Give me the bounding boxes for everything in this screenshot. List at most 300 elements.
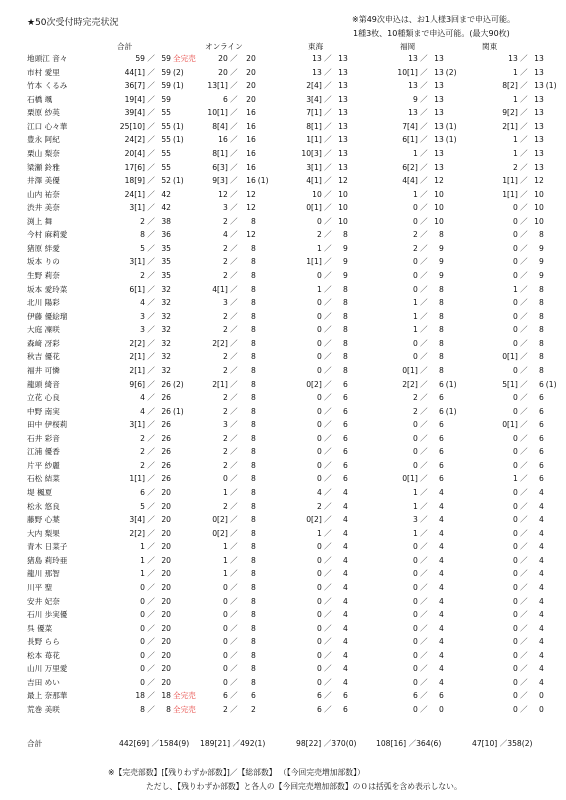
member-name: 大内 梨果	[27, 528, 60, 538]
sold-count: 5	[140, 243, 145, 253]
total-count: 12	[434, 176, 444, 186]
member-name: 堤 楓夏	[27, 488, 53, 497]
cell-online	[196, 635, 284, 649]
sold-count: 1	[140, 555, 145, 565]
sold-count: 0	[412, 623, 418, 633]
sold-count: 0	[512, 447, 518, 457]
slash: ／	[519, 650, 528, 660]
cell-tokai	[284, 269, 366, 283]
slash: ／	[323, 555, 332, 565]
sold-count: 10[1]	[397, 67, 418, 77]
cell-total	[109, 337, 196, 351]
cell-total	[109, 201, 196, 215]
total-count: 13	[434, 121, 444, 131]
total-count: 20	[161, 555, 171, 565]
slash: ／	[519, 542, 528, 552]
total-count: 8	[342, 365, 348, 375]
total-count: 4	[538, 650, 544, 660]
slash: ／	[419, 542, 428, 552]
total-count: 8	[250, 488, 256, 497]
table-row	[27, 432, 557, 446]
sold-count: 0[1]	[502, 420, 518, 430]
slash: ／	[519, 216, 528, 226]
sold-count: 12	[218, 189, 228, 199]
slash: ／	[323, 298, 332, 308]
slash: ／	[147, 284, 155, 294]
cell-kanto	[464, 635, 557, 649]
slash: ／	[147, 298, 155, 308]
slash: ／	[323, 447, 332, 457]
slash: ／	[147, 623, 155, 633]
sold-count: 1	[512, 135, 518, 145]
member-name: 豊永 阿紀	[27, 135, 60, 145]
cell-fukuoka	[366, 649, 464, 663]
total-count: 42	[161, 203, 171, 213]
sold-count: 2	[140, 460, 145, 470]
table-row	[27, 364, 557, 378]
cell-online	[196, 445, 284, 459]
sold-count: 20[4]	[124, 148, 145, 158]
sold-count: 25[10]	[119, 121, 145, 131]
slash: ／	[419, 135, 428, 145]
slash: ／	[229, 284, 238, 294]
slash: ／	[229, 121, 238, 131]
total-count: 6	[438, 691, 444, 701]
cell-total	[109, 323, 196, 337]
sold-count: 6	[222, 94, 228, 104]
cell-total	[109, 161, 196, 175]
cell-total	[109, 350, 196, 364]
cell-kanto	[464, 622, 557, 636]
cell-total	[109, 310, 196, 324]
sold-count: 0	[222, 582, 228, 592]
cell-online	[196, 296, 284, 310]
member-name: 荒巻 美咲	[27, 705, 60, 714]
total-count: 6	[342, 393, 348, 403]
slash: ／	[229, 393, 238, 403]
slash: ／	[323, 596, 332, 606]
sold-count: 0	[512, 677, 518, 687]
slash: ／	[519, 705, 528, 714]
sold-count: 2	[222, 325, 228, 335]
sold-count: 3[1]	[129, 203, 145, 213]
total-count: 8	[250, 664, 256, 674]
total-count: 4	[438, 488, 444, 497]
slash: ／	[229, 243, 238, 253]
cell-tokai	[284, 174, 366, 188]
cell-kanto	[464, 310, 557, 324]
sold-count: 2	[222, 365, 228, 375]
slash: ／	[419, 108, 428, 118]
slash: ／	[147, 460, 155, 470]
slash: ／	[229, 501, 238, 511]
slash: ／	[323, 637, 332, 647]
cell-online	[196, 93, 284, 107]
sold-count: 0	[412, 610, 418, 620]
cell-kanto	[464, 255, 557, 269]
total-count: 20	[161, 677, 171, 687]
table-row	[27, 283, 557, 297]
total-count: 8	[250, 352, 256, 362]
total-count: 32	[161, 352, 171, 362]
slash: ／	[323, 108, 332, 118]
cell-tokai	[284, 622, 366, 636]
member-name: 竹本 くるみ	[27, 81, 68, 91]
total-count: 32	[161, 365, 171, 375]
sold-count: 9	[412, 94, 418, 104]
sold-count: 17[6]	[124, 162, 145, 172]
slash: ／	[229, 352, 238, 362]
total-count: 4	[538, 555, 544, 565]
cell-kanto	[464, 676, 557, 690]
cell-online	[196, 147, 284, 161]
slash: ／	[229, 596, 238, 606]
cell-fukuoka	[366, 445, 464, 459]
sold-count: 0	[412, 664, 418, 674]
slash: ／	[519, 284, 528, 294]
cell-total	[109, 608, 196, 622]
document-title: ★50次受付時完売状況	[27, 18, 119, 28]
cell-online	[196, 79, 284, 93]
cell-kanto	[464, 432, 557, 446]
cell-fukuoka	[366, 120, 464, 134]
increase-tag: (1)	[445, 135, 457, 145]
sold-count: 2[2]	[129, 528, 145, 538]
slash: ／	[147, 121, 155, 131]
sold-count: 13	[508, 54, 518, 63]
cell-fukuoka	[366, 242, 464, 256]
total-count: 16	[246, 162, 256, 172]
total-count: 16	[246, 108, 256, 118]
cell-tokai	[284, 364, 366, 378]
sold-count: 6[1]	[129, 284, 145, 294]
total-count: 9	[538, 257, 544, 267]
table-row	[27, 554, 557, 568]
slash: ／	[323, 271, 332, 280]
total-count: 8	[342, 284, 348, 294]
sold-count: 3	[140, 325, 145, 335]
total-count: 6	[438, 393, 444, 403]
sold-count: 1	[412, 189, 418, 199]
total-count: 10	[338, 216, 348, 226]
total-count: 16	[246, 135, 256, 145]
total-count: 10	[534, 203, 544, 213]
sales-table-body	[27, 52, 557, 717]
sold-count: 44[1]	[124, 67, 145, 77]
total-count: 20	[161, 542, 171, 552]
sold-count: 0	[512, 569, 518, 579]
total-count: 8	[250, 501, 256, 511]
total-count: 32	[161, 298, 171, 308]
sold-count: 2	[412, 393, 418, 403]
sold-count: 0	[512, 705, 518, 714]
sold-count: 1	[512, 148, 518, 158]
cell-online	[196, 188, 284, 202]
total-count: 26	[161, 393, 171, 403]
cell-kanto	[464, 283, 557, 297]
total-count: 55	[161, 148, 171, 158]
cell-tokai	[284, 188, 366, 202]
cell-online	[196, 472, 284, 486]
total-count: 4	[538, 596, 544, 606]
slash: ／	[323, 189, 332, 199]
total-count: 8	[438, 325, 444, 335]
sold-count: 0	[316, 542, 322, 552]
cell-kanto	[464, 527, 557, 541]
sold-count: 0[1]	[306, 203, 322, 213]
totals-total: 442[69] ／1584(9)	[119, 739, 190, 748]
cell-kanto	[464, 486, 557, 500]
total-count: 4	[438, 555, 444, 565]
cell-kanto	[464, 337, 557, 351]
sold-count: 0	[316, 664, 322, 674]
cell-fukuoka	[366, 283, 464, 297]
cell-online	[196, 595, 284, 609]
sold-count: 3	[412, 515, 418, 525]
cell-fukuoka	[366, 662, 464, 676]
cell-kanto	[464, 350, 557, 364]
slash: ／	[519, 596, 528, 606]
total-count: 20	[161, 488, 171, 497]
total-count: 10	[434, 203, 444, 213]
sold-count: 2	[140, 447, 145, 457]
slash: ／	[519, 257, 528, 267]
sold-count: 2	[140, 216, 145, 226]
total-count: 8	[250, 379, 256, 389]
table-row	[27, 608, 557, 622]
total-count: 13	[534, 108, 544, 118]
sold-count: 2	[222, 406, 228, 416]
total-count: 8	[342, 352, 348, 362]
slash: ／	[323, 216, 332, 226]
sold-count: 0	[412, 555, 418, 565]
slash: ／	[147, 406, 155, 416]
total-count: 32	[161, 325, 171, 335]
sold-count: 2	[412, 406, 418, 416]
slash: ／	[229, 433, 238, 443]
member-name: 大庭 凜咲	[27, 325, 60, 335]
slash: ／	[519, 325, 528, 335]
sold-count: 1	[222, 569, 228, 579]
total-count: 6	[538, 447, 544, 457]
total-count: 6	[342, 447, 348, 457]
total-count: 38	[161, 216, 171, 226]
cell-online	[196, 676, 284, 690]
total-count: 13	[434, 54, 444, 63]
slash: ／	[419, 81, 428, 91]
slash: ／	[323, 460, 332, 470]
total-count: 32	[161, 284, 171, 294]
sold-count: 0	[316, 433, 322, 443]
sold-count: 2[4]	[306, 81, 322, 91]
total-count: 26	[161, 420, 171, 430]
total-count: 2	[250, 705, 256, 714]
sold-count: 10	[312, 189, 322, 199]
total-count: 20	[161, 501, 171, 511]
total-count: 6	[438, 379, 444, 389]
sold-count: 0	[222, 623, 228, 633]
total-count: 6	[342, 379, 348, 389]
sold-count: 0	[512, 596, 518, 606]
sold-count: 4[1]	[212, 284, 228, 294]
total-count: 4	[342, 528, 348, 538]
total-count: 8	[250, 569, 256, 579]
sold-count: 2	[412, 243, 418, 253]
sold-count: 0	[512, 664, 518, 674]
totals-label: 合計	[27, 739, 43, 748]
slash: ／	[229, 637, 238, 647]
cell-online	[196, 106, 284, 120]
slash: ／	[229, 650, 238, 660]
table-row	[27, 310, 557, 324]
sold-count: 2	[316, 230, 322, 240]
table-row	[27, 676, 557, 690]
sold-out-tag: 全完売	[173, 691, 196, 701]
total-count: 13	[338, 135, 348, 145]
total-count: 8	[250, 298, 256, 308]
sold-count: 6[3]	[212, 162, 228, 172]
slash: ／	[147, 162, 155, 172]
total-count: 8	[250, 460, 256, 470]
total-count: 59	[161, 67, 171, 77]
slash: ／	[419, 257, 428, 267]
cell-fukuoka	[366, 296, 464, 310]
table-row	[27, 66, 557, 80]
slash: ／	[519, 528, 528, 538]
sold-count: 0	[512, 338, 518, 348]
cell-total	[109, 432, 196, 446]
cell-total	[109, 93, 196, 107]
sold-count: 4[4]	[402, 176, 418, 186]
sold-count: 0	[412, 433, 418, 443]
table-row	[27, 391, 557, 405]
member-name: 福井 可憐	[27, 365, 60, 375]
member-name: 松永 悠良	[27, 501, 60, 511]
slash: ／	[419, 596, 428, 606]
total-count: 13	[434, 148, 444, 158]
total-count: 59	[161, 54, 171, 63]
member-name: 田中 伊桜莉	[27, 420, 68, 430]
cell-kanto	[464, 554, 557, 568]
cell-kanto	[464, 418, 557, 432]
slash: ／	[147, 176, 155, 186]
slash: ／	[419, 189, 428, 199]
totals-fukuoka: 108[16] ／364(6)	[376, 739, 442, 748]
slash: ／	[147, 135, 155, 145]
slash: ／	[323, 94, 332, 104]
total-count: 16	[246, 176, 256, 186]
cell-fukuoka	[366, 391, 464, 405]
cell-tokai	[284, 337, 366, 351]
table-row	[27, 513, 557, 527]
member-name: 石川 歩実優	[27, 610, 68, 620]
member-name: 渋井 美奈	[27, 203, 60, 213]
header-online: オンライン	[205, 42, 243, 51]
sold-count: 0	[316, 406, 322, 416]
sold-count: 1	[412, 298, 418, 308]
slash: ／	[229, 81, 238, 91]
sold-count: 39[4]	[124, 108, 145, 118]
sold-count: 0	[412, 352, 418, 362]
table-row	[27, 52, 557, 66]
sold-count: 0	[412, 257, 418, 267]
member-name: 市村 愛里	[27, 67, 60, 77]
sold-count: 24[1]	[124, 189, 145, 199]
slash: ／	[229, 379, 238, 389]
total-count: 8	[342, 325, 348, 335]
cell-online	[196, 432, 284, 446]
member-name: 栗山 梨奈	[27, 148, 60, 158]
table-row	[27, 486, 557, 500]
total-count: 8	[250, 623, 256, 633]
slash: ／	[229, 705, 238, 714]
sold-count: 6[1]	[402, 135, 418, 145]
total-count: 8	[250, 216, 256, 226]
total-count: 13	[534, 135, 544, 145]
cell-total	[109, 120, 196, 134]
total-count: 8	[250, 406, 256, 416]
slash: ／	[229, 176, 238, 186]
table-row	[27, 242, 557, 256]
total-count: 8	[538, 365, 544, 375]
increase-tag: (2)	[173, 67, 184, 77]
slash: ／	[323, 569, 332, 579]
total-count: 4	[438, 677, 444, 687]
sold-count: 59	[135, 54, 145, 63]
sold-count: 0	[316, 420, 322, 430]
sold-count: 0	[140, 650, 145, 660]
cell-total	[109, 486, 196, 500]
sold-count: 2[2]	[402, 379, 418, 389]
total-count: 13	[338, 81, 348, 91]
total-count: 8	[250, 338, 256, 348]
sold-count: 1[1]	[129, 474, 145, 484]
cell-tokai	[284, 255, 366, 269]
header-fukuoka: 福岡	[400, 42, 416, 51]
slash: ／	[323, 176, 332, 186]
sold-count: 4[1]	[306, 176, 322, 186]
sold-count: 2[1]	[129, 365, 145, 375]
slash: ／	[147, 148, 155, 158]
table-row	[27, 445, 557, 459]
sold-count: 13	[312, 67, 322, 77]
slash: ／	[419, 216, 428, 226]
slash: ／	[147, 94, 155, 104]
slash: ／	[147, 555, 155, 565]
total-count: 20	[161, 515, 171, 525]
total-count: 6	[538, 433, 544, 443]
total-count: 6	[538, 379, 544, 389]
slash: ／	[419, 298, 428, 308]
sold-count: 36[7]	[124, 81, 145, 91]
table-row	[27, 188, 557, 202]
sold-count: 0	[512, 691, 518, 701]
total-count: 8	[538, 230, 544, 240]
cell-online	[196, 540, 284, 554]
slash: ／	[419, 569, 428, 579]
sold-count: 0	[316, 298, 322, 308]
cell-online	[196, 364, 284, 378]
cell-tokai	[284, 662, 366, 676]
sold-count: 2	[222, 311, 228, 321]
cell-online	[196, 323, 284, 337]
slash: ／	[147, 569, 155, 579]
total-count: 8	[250, 610, 256, 620]
slash: ／	[419, 501, 428, 511]
member-name: 中野 南実	[27, 406, 60, 416]
cell-tokai	[284, 93, 366, 107]
sold-count: 0	[316, 623, 322, 633]
